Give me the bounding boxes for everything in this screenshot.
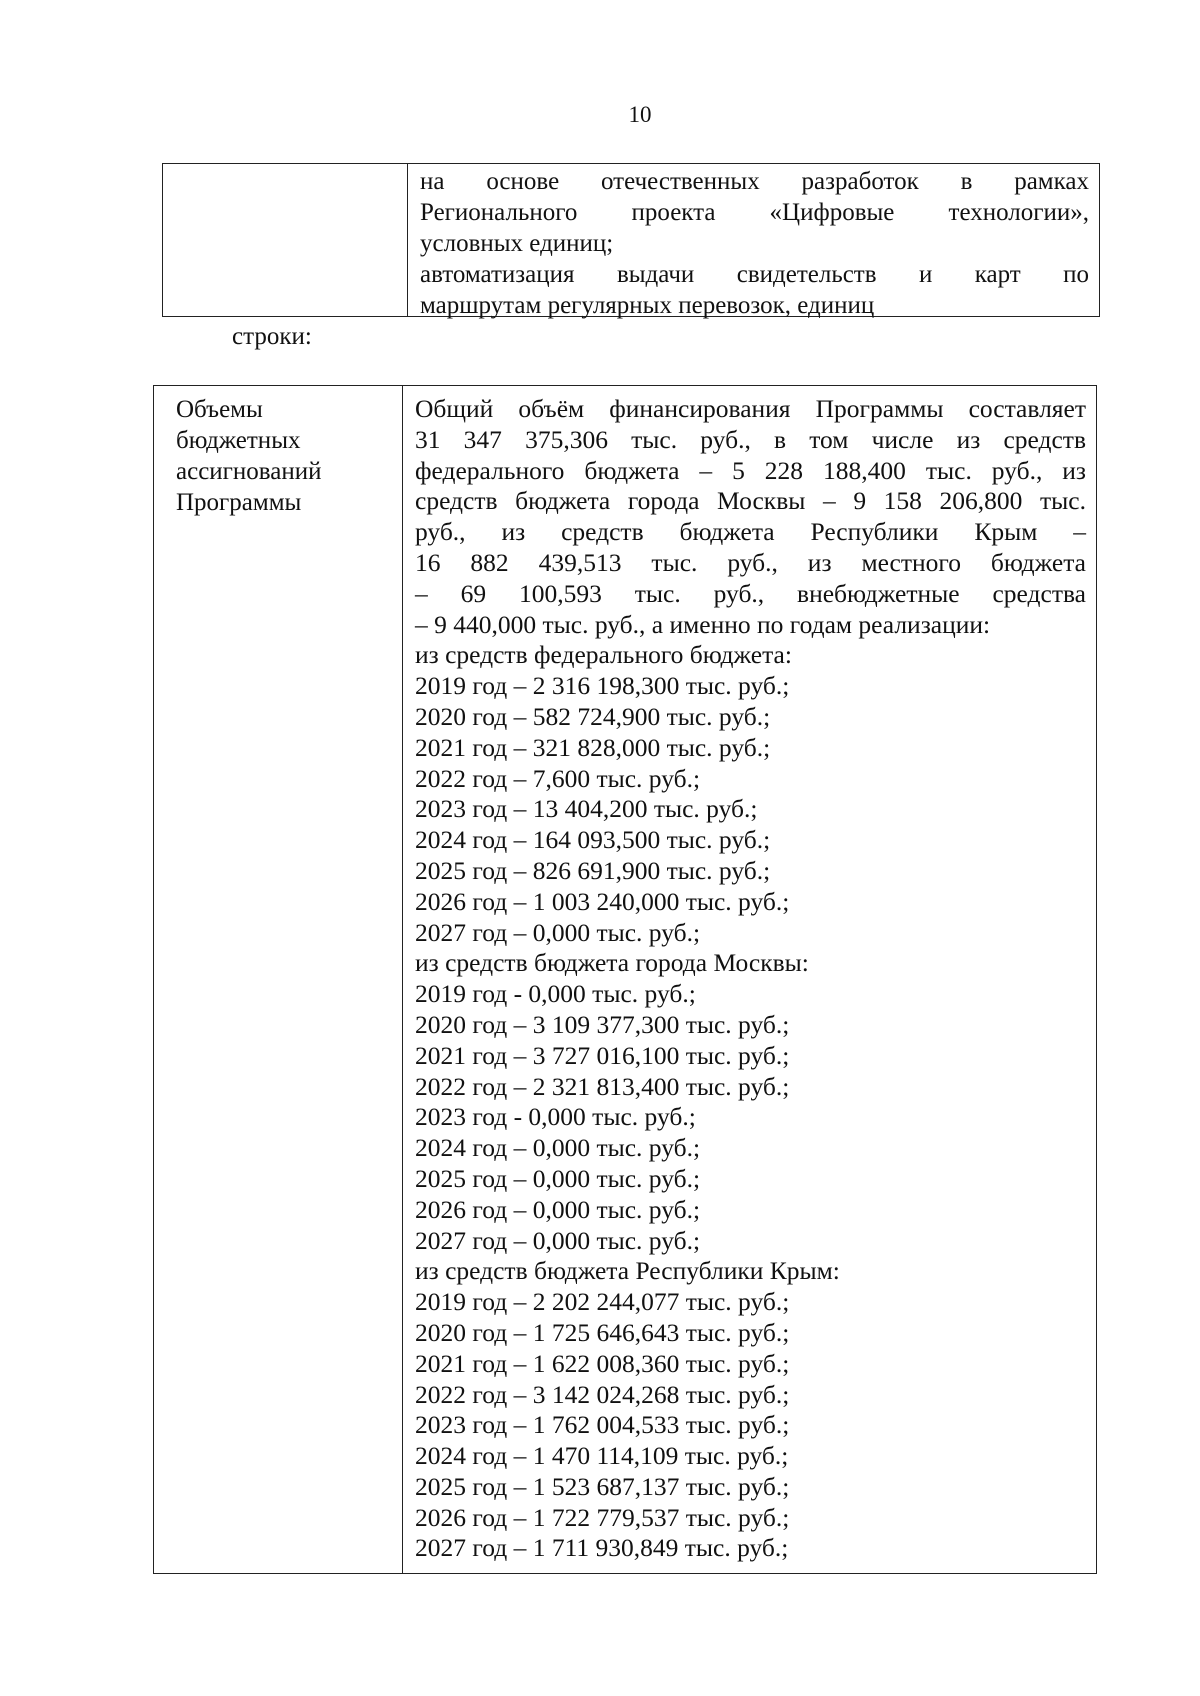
federal-year-line: 2026 год – 1 003 240,000 тыс. руб.; xyxy=(415,886,790,916)
label-line: Объемы xyxy=(176,396,263,423)
label-line: Программы xyxy=(176,489,302,516)
rows-caption: строки: xyxy=(232,323,312,350)
federal-heading: из средств федерального бюджета: xyxy=(415,640,792,670)
text-line: на основе отечественных разработок в рамках xyxy=(420,168,1089,195)
text-line: автоматизация выдачи свидетельств и карт по xyxy=(420,261,1089,288)
moscow-year-line: 2026 год – 0,000 тыс. руб.; xyxy=(415,1194,701,1224)
top-table xyxy=(162,163,1100,317)
crimea-year-line: 2027 год – 1 711 930,849 тыс. руб.; xyxy=(415,1533,789,1563)
intro-line: федерального бюджета – 5 228 188,400 тыс. руб., из xyxy=(415,455,1086,485)
federal-year-line: 2023 год – 13 404,200 тыс. руб.; xyxy=(415,794,758,824)
intro-line: – 9 440,000 тыс. руб., а именно по годам реализации: xyxy=(415,609,991,639)
crimea-year-line: 2026 год – 1 722 779,537 тыс. руб.; xyxy=(415,1502,790,1532)
federal-year-line: 2022 год – 7,600 тыс. руб.; xyxy=(415,763,701,793)
moscow-year-line: 2020 год – 3 109 377,300 тыс. руб.; xyxy=(415,1009,790,1039)
moscow-year-line: 2025 год – 0,000 тыс. руб.; xyxy=(415,1163,701,1193)
crimea-year-line: 2020 год – 1 725 646,643 тыс. руб.; xyxy=(415,1317,790,1347)
intro-line: 16 882 439,513 тыс. руб., из местного бюджета xyxy=(415,547,1086,577)
crimea-year-line: 2025 год – 1 523 687,137 тыс. руб.; xyxy=(415,1471,790,1501)
label-line: бюджетных xyxy=(176,427,301,454)
moscow-year-line: 2019 год - 0,000 тыс. руб.; xyxy=(415,979,696,1009)
text-line: условных единиц; xyxy=(420,230,614,257)
page-number: 10 xyxy=(628,102,652,127)
federal-year-line: 2019 год – 2 316 198,300 тыс. руб.; xyxy=(415,671,790,701)
intro-line: 31 347 375,306 тыс. руб., в том числе из средств xyxy=(415,424,1086,454)
crimea-year-line: 2019 год – 2 202 244,077 тыс. руб.; xyxy=(415,1287,790,1317)
intro-line: средств бюджета города Москвы – 9 158 206,800 тыс. xyxy=(415,486,1086,516)
moscow-heading: из средств бюджета города Москвы: xyxy=(415,948,809,978)
federal-year-line: 2025 год – 826 691,900 тыс. руб.; xyxy=(415,855,771,885)
budget-table xyxy=(153,385,1097,1574)
crimea-year-line: 2021 год – 1 622 008,360 тыс. руб.; xyxy=(415,1348,790,1378)
text-line: маршрутам регулярных перевозок, единиц xyxy=(420,292,875,319)
moscow-year-line: 2021 год – 3 727 016,100 тыс. руб.; xyxy=(415,1040,790,1070)
crimea-year-line: 2022 год – 3 142 024,268 тыс. руб.; xyxy=(415,1379,790,1409)
budget-table-label-cell xyxy=(154,386,403,1573)
text-line: Регионального проекта «Цифровые технологии», xyxy=(420,199,1089,226)
moscow-year-line: 2024 год – 0,000 тыс. руб.; xyxy=(415,1133,701,1163)
intro-line: руб., из средств бюджета Республики Крым – xyxy=(415,517,1086,547)
federal-year-line: 2027 год – 0,000 тыс. руб.; xyxy=(415,917,701,947)
budget-table-content-cell xyxy=(403,386,1096,1573)
crimea-year-line: 2024 год – 1 470 114,109 тыс. руб.; xyxy=(415,1441,789,1471)
top-table-right-cell xyxy=(408,164,1099,319)
top-table-left-cell xyxy=(163,164,408,316)
moscow-year-line: 2027 год – 0,000 тыс. руб.; xyxy=(415,1225,701,1255)
moscow-year-line: 2023 год - 0,000 тыс. руб.; xyxy=(415,1102,696,1132)
moscow-year-line: 2022 год – 2 321 813,400 тыс. руб.; xyxy=(415,1071,790,1101)
federal-year-line: 2021 год – 321 828,000 тыс. руб.; xyxy=(415,732,771,762)
label-line: ассигнований xyxy=(176,458,322,485)
federal-year-line: 2024 год – 164 093,500 тыс. руб.; xyxy=(415,825,771,855)
intro-line: Общий объём финансирования Программы составляет xyxy=(415,394,1086,423)
federal-year-line: 2020 год – 582 724,900 тыс. руб.; xyxy=(415,701,771,731)
crimea-heading: из средств бюджета Республики Крым: xyxy=(415,1256,840,1286)
intro-line: – 69 100,593 тыс. руб., внебюджетные средства xyxy=(415,578,1086,608)
crimea-year-line: 2023 год – 1 762 004,533 тыс. руб.; xyxy=(415,1410,790,1440)
